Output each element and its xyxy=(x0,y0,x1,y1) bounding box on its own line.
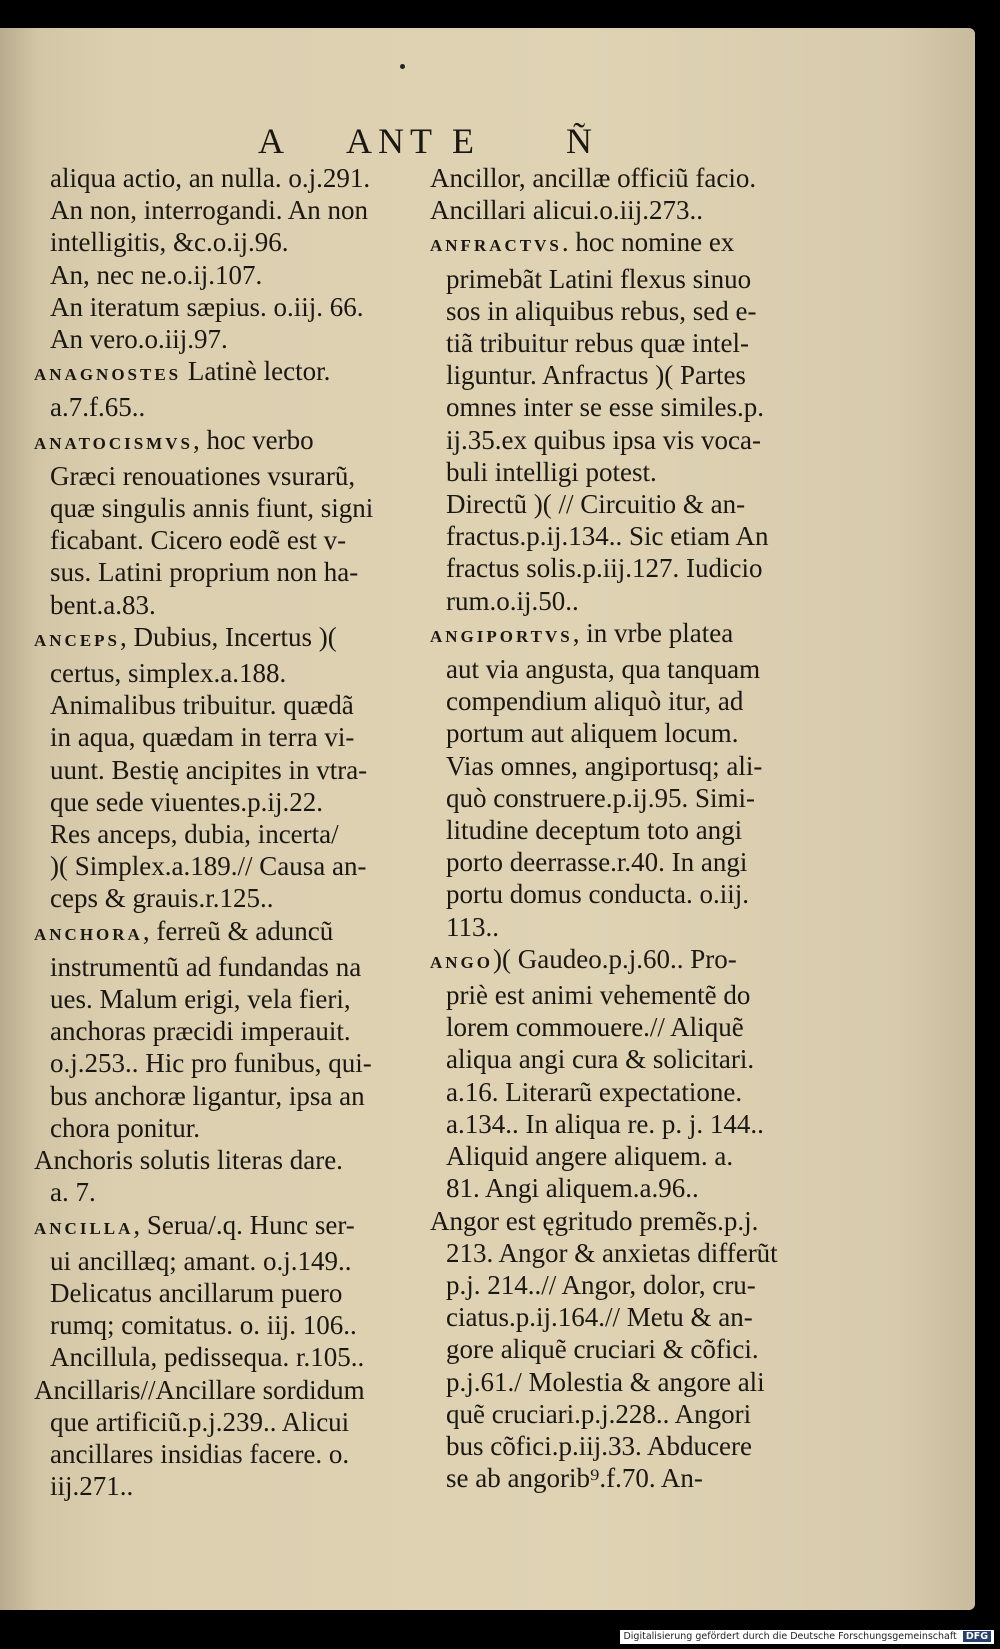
text-line xyxy=(430,162,830,194)
text-line xyxy=(34,657,434,689)
line-text: omnes inter se esse similes.p. xyxy=(446,392,764,423)
text-line xyxy=(430,456,830,488)
text-line xyxy=(34,391,434,423)
text-line xyxy=(34,1015,434,1047)
text-line xyxy=(430,1076,830,1108)
text-line xyxy=(34,460,434,492)
line-text: An, nec ne.o.ij.107. xyxy=(50,259,263,290)
line-text: Ancillula, pedissequa. r.105.. xyxy=(50,1342,365,1373)
entry-headword: ANCILLA xyxy=(34,1218,134,1238)
line-text: , Dubius, Incertus )( xyxy=(120,621,337,652)
text-line xyxy=(430,943,830,979)
entry-headword: ANFRACTVS xyxy=(430,236,562,256)
text-line xyxy=(34,721,434,753)
line-text: Ancillaris//Ancillare sordidum xyxy=(34,1374,365,1405)
line-text: , hoc verbo xyxy=(192,424,314,455)
line-text: ceps & grauis.r.125.. xyxy=(50,883,274,914)
entry-headword: ANATOCISMVS xyxy=(34,433,193,453)
text-line xyxy=(430,846,830,878)
text-line xyxy=(34,1047,434,1079)
line-text: chora ponitur. xyxy=(50,1112,200,1143)
text-line xyxy=(34,259,434,291)
text-line xyxy=(34,1144,434,1176)
text-line xyxy=(34,355,434,391)
line-text: ues. Malum erigi, vela fieri, xyxy=(50,984,351,1015)
line-text: bus anchoræ ligantur, ipsa an xyxy=(50,1080,365,1111)
text-line xyxy=(430,585,830,617)
text-line xyxy=(430,685,830,717)
line-text: )( Simplex.a.189.// Causa an- xyxy=(50,851,367,882)
line-text: compendium aliquò itur, ad xyxy=(446,686,744,717)
text-line xyxy=(430,1108,830,1140)
text-line xyxy=(34,1176,434,1208)
text-line xyxy=(34,915,434,951)
line-text: rumq; comitatus. o. iij. 106.. xyxy=(50,1310,357,1341)
line-text: sos in aliquibus rebus, sed e- xyxy=(446,295,757,326)
line-text: se ab angorib⁹.f.70. An- xyxy=(446,1463,703,1494)
line-text: ij.35.ex quibus ipsa vis voca- xyxy=(446,424,761,455)
text-line xyxy=(430,391,830,423)
line-text: 113.. xyxy=(446,911,499,942)
line-text: o.j.253.. Hic pro funibus, qui- xyxy=(50,1048,372,1079)
text-line xyxy=(430,717,830,749)
line-text: aliqua angi cura & solicitari. xyxy=(446,1044,755,1075)
text-line xyxy=(34,754,434,786)
text-line xyxy=(430,424,830,456)
text-line xyxy=(34,621,434,657)
text-line xyxy=(34,983,434,1015)
text-line xyxy=(34,424,434,460)
text-line xyxy=(430,194,830,226)
line-text: 81. Angi aliquem.a.96.. xyxy=(446,1173,699,1204)
text-line xyxy=(34,1112,434,1144)
text-line xyxy=(430,814,830,846)
text-line xyxy=(430,1205,830,1237)
line-text: ui ancillæq; amant. o.j.149.. xyxy=(50,1245,352,1276)
text-line xyxy=(34,492,434,524)
text-line xyxy=(34,951,434,983)
text-line xyxy=(430,782,830,814)
text-line xyxy=(34,1406,434,1438)
line-text: quẽ cruciari.p.j.228.. Angori xyxy=(446,1398,752,1429)
text-line xyxy=(430,750,830,782)
text-line xyxy=(34,882,434,914)
entry-headword: ANGO xyxy=(430,952,493,972)
line-text: , ferreũ & aduncũ xyxy=(142,915,334,946)
line-text: Ancillor, ancillæ officiũ facio. xyxy=(430,163,757,193)
line-text: portu domus conducta. o.iij. xyxy=(446,879,749,910)
line-text: Res anceps, dubia, incerta/ xyxy=(50,819,339,850)
header-center-right: E xyxy=(452,121,480,161)
text-line xyxy=(34,1374,434,1406)
line-text: gore aliquẽ cruciari & cõfici. xyxy=(446,1334,759,1365)
line-text: a.16. Literarũ expectatione. xyxy=(446,1076,743,1107)
line-text: ficabant. Cicero eodẽ est v- xyxy=(50,525,347,556)
text-line xyxy=(430,1011,830,1043)
line-text: buli intelligi potest. xyxy=(446,456,657,487)
text-line xyxy=(430,1398,830,1430)
line-text: )( Gaudeo.p.j.60.. Pro- xyxy=(493,943,737,974)
line-text: , Serua/.q. Hunc ser- xyxy=(133,1209,355,1240)
text-line xyxy=(430,1462,830,1494)
line-text: certus, simplex.a.188. xyxy=(50,658,287,689)
text-line xyxy=(430,1140,830,1172)
line-text: primebãt Latini flexus sinuo xyxy=(446,263,752,294)
line-text: Angor est ęgritudo premẽs.p.j. xyxy=(430,1205,759,1236)
line-text: p.j. 214..// Angor, dolor, cru- xyxy=(446,1269,756,1300)
line-text: An vero.o.iij.97. xyxy=(50,324,228,355)
text-line xyxy=(430,1366,830,1398)
entry-headword: ANCHORA xyxy=(34,924,143,944)
line-text: uunt. Bestię ancipites in vtra- xyxy=(50,754,368,785)
header-left-letter: A xyxy=(258,121,290,161)
line-text: Ancillari alicui.o.iij.273.. xyxy=(430,195,703,226)
text-line xyxy=(34,556,434,588)
line-text: Animalibus tribuitur. quædã xyxy=(50,690,354,721)
line-text: lorem commouere.// Aliquẽ xyxy=(446,1012,744,1043)
line-text: ciatus.p.ij.164.// Metu & an- xyxy=(446,1302,753,1333)
line-text: bent.a.83. xyxy=(50,589,156,620)
right-column xyxy=(430,162,830,1494)
line-text: Anchoris solutis literas dare. xyxy=(34,1145,343,1176)
text-line xyxy=(34,226,434,258)
text-line xyxy=(34,1080,434,1112)
line-text: Directũ )( // Circuitio & an- xyxy=(446,489,746,520)
text-line xyxy=(34,1470,434,1502)
text-line xyxy=(34,1277,434,1309)
line-text: 213. Angor & anxietas differũt xyxy=(446,1237,778,1268)
text-line xyxy=(34,194,434,226)
text-line xyxy=(430,488,830,520)
entry-headword: ANAGNOSTES xyxy=(34,365,182,385)
text-line xyxy=(430,979,830,1011)
line-text: in aqua, quædam in terra vi- xyxy=(50,722,355,753)
line-text: a.7.f.65.. xyxy=(50,392,146,423)
text-line xyxy=(34,1309,434,1341)
text-line xyxy=(34,689,434,721)
line-text: An non, interrogandi. An non xyxy=(50,195,368,226)
line-text: Græci renouationes vsurarũ, xyxy=(50,460,356,491)
line-text: , in vrbe platea xyxy=(572,617,734,648)
line-text: liguntur. Anfractus )( Partes xyxy=(446,360,746,391)
line-text: litudine deceptum toto angi xyxy=(446,815,743,846)
digitization-credit xyxy=(620,1630,994,1644)
dfg-logo: DFG xyxy=(963,1631,991,1642)
line-text: instrumentũ ad fundandas na xyxy=(50,951,362,982)
line-text: Delicatus ancillarum puero xyxy=(50,1277,343,1308)
text-line xyxy=(430,911,830,943)
text-line xyxy=(34,589,434,621)
line-text: intelligitis, &c.o.ij.96. xyxy=(50,227,289,258)
text-line xyxy=(430,617,830,653)
line-text: fractus solis.p.iij.127. Iudicio xyxy=(446,553,763,584)
line-text: a.134.. In aliqua re. p. j. 144.. xyxy=(446,1108,764,1139)
line-text: fractus.p.ij.134.. Sic etiam An xyxy=(446,521,769,552)
text-line xyxy=(34,818,434,850)
line-text: aliqua actio, an nulla. o.j.291. xyxy=(50,163,371,193)
line-text: porto deerrasse.r.40. In angi xyxy=(446,847,748,878)
text-line xyxy=(430,1172,830,1204)
text-line xyxy=(34,1245,434,1277)
text-line xyxy=(430,359,830,391)
text-line xyxy=(34,291,434,323)
text-line xyxy=(430,1301,830,1333)
line-text: aut via angusta, qua tanquam xyxy=(446,654,761,685)
line-text: sus. Latini proprium non ha- xyxy=(50,557,359,588)
header-center-left: ANT xyxy=(346,121,438,161)
line-text: quæ singulis annis fiunt, signi xyxy=(50,493,374,524)
line-text: anchoras præcidi imperauit. xyxy=(50,1016,351,1047)
line-text: portum aut aliquem locum. xyxy=(446,718,739,749)
text-line xyxy=(430,653,830,685)
text-line xyxy=(430,1430,830,1462)
line-text: que artificiũ.p.j.239.. Alicui xyxy=(50,1406,350,1437)
text-line xyxy=(430,226,830,262)
line-text: que sede viuentes.p.ij.22. xyxy=(50,786,323,817)
text-line xyxy=(430,520,830,552)
header-right-letter: Ñ xyxy=(566,121,598,161)
line-text: tiã tribuitur rebus quæ intel- xyxy=(446,328,749,359)
credit-text: Digitalisierung gefördert durch die Deutsche Forschungsgemeinschaft xyxy=(623,1631,957,1642)
text-line xyxy=(430,1043,830,1075)
entry-headword: ANCEPS xyxy=(34,630,121,650)
text-line xyxy=(34,1341,434,1373)
text-line xyxy=(430,327,830,359)
line-text: quò construere.p.ij.95. Simi- xyxy=(446,782,755,813)
text-line xyxy=(34,162,434,194)
line-text: bus cõfici.p.iij.33. Abducere xyxy=(446,1430,752,1461)
line-text: . hoc nomine ex xyxy=(561,227,735,258)
line-text: ancillares insidias facere. o. xyxy=(50,1438,350,1469)
text-line xyxy=(34,524,434,556)
text-line xyxy=(34,1438,434,1470)
text-line xyxy=(430,295,830,327)
line-text: p.j.61./ Molestia & angore ali xyxy=(446,1366,765,1397)
text-line xyxy=(430,263,830,295)
entry-headword: ANGIPORTVS xyxy=(430,626,573,646)
ink-dot xyxy=(400,64,405,69)
line-text: priè est animi vehementẽ do xyxy=(446,980,751,1011)
text-line xyxy=(34,850,434,882)
text-line xyxy=(430,878,830,910)
text-line xyxy=(34,786,434,818)
line-text: iij.271.. xyxy=(50,1471,134,1502)
line-text: Vias omnes, angiportusq; ali- xyxy=(446,750,763,781)
line-text: rum.o.ij.50.. xyxy=(446,585,579,616)
text-line xyxy=(34,1209,434,1245)
text-line xyxy=(34,323,434,355)
text-line xyxy=(430,1269,830,1301)
line-text: Aliquid angere aliquem. a. xyxy=(446,1141,734,1172)
line-text: An iteratum sæpius. o.iij. 66. xyxy=(50,291,364,322)
text-line xyxy=(430,1333,830,1365)
line-text: a. 7. xyxy=(50,1177,96,1208)
text-line xyxy=(430,1237,830,1269)
left-column xyxy=(34,162,434,1502)
line-text: Latinè lector. xyxy=(181,356,331,387)
book-page xyxy=(0,28,975,1610)
text-line xyxy=(430,552,830,584)
